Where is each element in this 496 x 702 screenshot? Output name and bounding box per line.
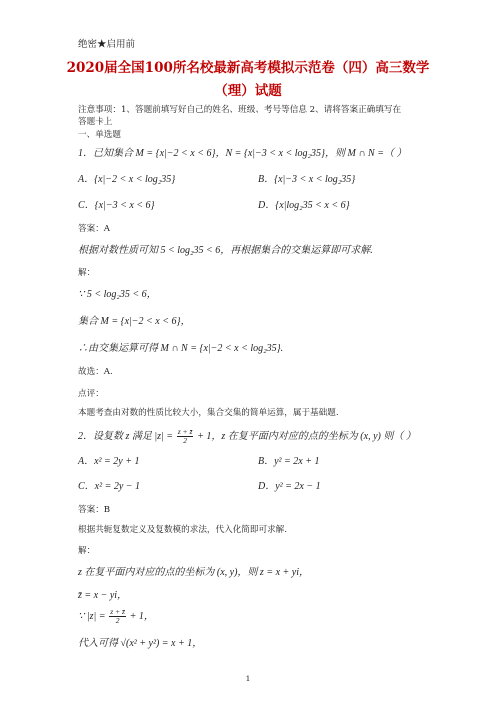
q2-option-d-text: D．y² = 2x − 1 bbox=[258, 481, 321, 492]
q2-analysis: 根据共轭复数定义及复数模的求法，代入化简即可求解. bbox=[78, 525, 287, 535]
q1-option-b bbox=[258, 174, 355, 186]
q1-comment: 本题考查由对数的性质比较大小，集合交集的简单运算，属于基础题. bbox=[78, 408, 339, 418]
q1-option-a-text: A．{x|−2 < x < log₂35} bbox=[78, 174, 176, 185]
q2-stem-fraction-den: 2 bbox=[183, 436, 187, 445]
q1-stem bbox=[78, 148, 406, 160]
secret-header: 绝密★启用前 bbox=[78, 39, 136, 50]
q1-option-c bbox=[78, 200, 155, 212]
q2-stem-fraction-num: z + z̄ bbox=[177, 427, 193, 436]
q2-answer: 答案：B bbox=[78, 505, 111, 515]
q2-solution-fraction-den: 2 bbox=[115, 616, 120, 625]
q2-option-c bbox=[78, 481, 140, 493]
q1-answer: 答案：A bbox=[78, 224, 110, 234]
q2-stem-pre: 2．设复数 z 满足 |z| = bbox=[78, 431, 174, 442]
q1-solution-step1 bbox=[78, 289, 157, 301]
q1-option-a bbox=[78, 174, 175, 186]
q2-solution-fraction bbox=[109, 608, 126, 625]
q1-stem-text: 1．已知集合 M = {x|−2 < x < 6}，N = {x|−3 < x < log₂35}，则 M ∩ N =（ ） bbox=[78, 148, 407, 159]
q2-option-a bbox=[78, 456, 139, 468]
q2-stem-post: + 1，z 在复平面内对应的点的坐标为 (x, y) 则（ ） bbox=[197, 431, 416, 442]
q2-solution-step4-text: 代入可得 √(x² + y²) = x + 1， bbox=[78, 638, 203, 649]
q1-solution-step1-text: ∵ 5 < log₂35 < 6， bbox=[78, 289, 157, 300]
q2-solution-label: 解： bbox=[78, 546, 96, 556]
q1-solution-step3 bbox=[78, 343, 283, 355]
exam-title-line2: （理）试题 bbox=[214, 83, 282, 99]
q1-analysis-text: 根据对数性质可知 5 < log₂35 < 6，再根据集合的交集运算即可求解. bbox=[78, 245, 373, 256]
q2-option-a-text: A．x² = 2y + 1 bbox=[78, 456, 140, 467]
q1-solution-label: 解： bbox=[78, 268, 96, 278]
q2-option-b-text: B．y² = 2x + 1 bbox=[258, 456, 320, 467]
exam-title-line1: 2020届全国100所名校最新高考模拟示范卷（四）高三数学 bbox=[66, 60, 430, 76]
q1-solution-step2-text: 集合 M = {x|−2 < x < 6}， bbox=[78, 316, 191, 327]
q2-solution-step1-text: z 在复平面内对应的点的坐标为 (x, y)，则 z = x + yi， bbox=[78, 567, 309, 578]
q1-analysis bbox=[78, 245, 373, 257]
q1-solution-step3-text: ∴由交集运算可得 M ∩ N = {x|−2 < x < log₂35}. bbox=[78, 343, 284, 354]
q1-choice: 故选：A. bbox=[78, 367, 113, 377]
q1-option-d bbox=[258, 200, 350, 212]
q2-solution-fraction-num: z + z̄ bbox=[110, 607, 125, 616]
q2-solution-step4 bbox=[78, 638, 202, 650]
q1-option-c-text: C．{x|−3 < x < 6} bbox=[78, 200, 155, 211]
q2-solution-step3-pre: ∵ |z| = bbox=[78, 611, 106, 622]
q2-stem-fraction bbox=[177, 428, 194, 445]
q1-solution-step2 bbox=[78, 316, 190, 328]
q1-comment-label: 点评： bbox=[78, 389, 104, 399]
q2-stem bbox=[78, 428, 416, 445]
q2-option-b bbox=[258, 456, 319, 468]
q1-option-b-text: B．{x|−3 < x < log₂35} bbox=[258, 174, 356, 185]
page-number: 1 bbox=[245, 674, 251, 683]
notice-line2: 答题卡上 bbox=[78, 117, 113, 127]
notice-line1: 注意事项：1、答题前填写好自己的姓名、班级、考号等信息 2、请将答案正确填写在 bbox=[78, 105, 402, 115]
q2-option-d bbox=[258, 481, 321, 493]
q1-option-d-text: D．{x|log₂35 < x < 6} bbox=[258, 200, 350, 211]
section-heading: 一、单选题 bbox=[78, 130, 121, 140]
q2-solution-step2-text: z̄ = x − yi， bbox=[78, 590, 128, 601]
q2-solution-step1 bbox=[78, 567, 309, 579]
q2-option-c-text: C．x² = 2y − 1 bbox=[78, 481, 141, 492]
q2-solution-step3 bbox=[78, 608, 154, 625]
q2-solution-step3-post: + 1， bbox=[129, 611, 154, 622]
q2-solution-step2 bbox=[78, 590, 127, 602]
